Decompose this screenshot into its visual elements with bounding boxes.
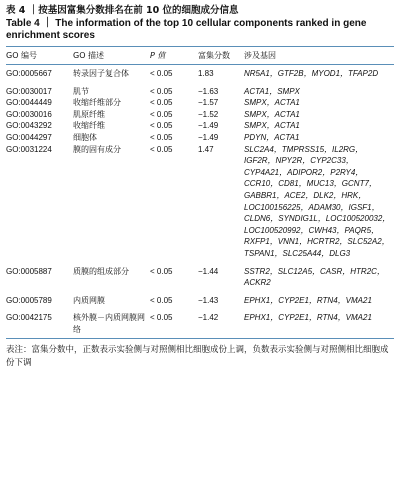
go-id: GO:0043292 bbox=[6, 121, 52, 131]
table-caption-cn: 表 4 ｜按基因富集分数排名在前 10 位的细胞成分信息 bbox=[6, 5, 239, 16]
p-value: < 0.05 bbox=[150, 144, 173, 154]
table-row bbox=[6, 65, 394, 80]
p-value: < 0.05 bbox=[150, 109, 173, 119]
header-row bbox=[6, 47, 394, 64]
go-id: GO:0005789 bbox=[6, 295, 52, 305]
p-value: < 0.05 bbox=[150, 266, 173, 276]
genes: EPHX1，CYP2E1，RTN4，VMA21 bbox=[244, 313, 372, 323]
go-id: GO:0030016 bbox=[6, 109, 52, 119]
enrichment-score: −1.49 bbox=[198, 121, 219, 131]
genes: SMPX，ACTA1 bbox=[244, 98, 300, 108]
header-go-id: GO 编号 bbox=[6, 50, 38, 60]
header-go-desc: GO 描述 bbox=[73, 50, 105, 60]
bottom-rule bbox=[6, 338, 394, 339]
go-desc: 肌节 bbox=[73, 86, 89, 96]
go-id: GO:0005887 bbox=[6, 266, 52, 276]
go-desc: 膜的固有成分 bbox=[73, 144, 121, 154]
p-value: < 0.05 bbox=[150, 86, 173, 96]
table-row bbox=[6, 260, 394, 289]
enrichment-score: −1.44 bbox=[198, 266, 219, 276]
table-note: 表注：富集分数中，正数表示实验侧与对照侧相比细胞成份上调，负数表示实验侧与对照侧相比细胞成份下调 bbox=[6, 345, 389, 369]
cellular-components-table bbox=[6, 47, 394, 338]
enrichment-score: −1.63 bbox=[198, 86, 219, 96]
enrichment-score: −1.52 bbox=[198, 109, 219, 119]
go-desc: 肌原纤维 bbox=[73, 109, 105, 119]
go-id: GO:0042175 bbox=[6, 313, 52, 323]
go-desc: 转录因子复合体 bbox=[73, 69, 129, 78]
go-desc: 核外膜－内质网膜网络 bbox=[73, 313, 145, 334]
genes: SLC2A4，TMPRSS15，IL2RG，IGF2R，NPY2R，CYP2C33，CYP4A21，ADIPOR2，P2RY4，CCR10，CD81，MUC13，GCNT7，GABBR1，ACE2，DLK2，HRK，LOC100156225，ADAM30，IGSF1，CLDN6，SYNDIG1L，LOC100520032，LOC100520992，CWH43，PAQR5，RXFP1，VNN1，HCRTR2，SLC52A2，TSPAN1，SLC25A44，DLG3 bbox=[244, 144, 391, 258]
enrichment-score: 1.83 bbox=[198, 69, 214, 78]
p-value: < 0.05 bbox=[150, 132, 173, 142]
enrichment-score: 1.47 bbox=[198, 144, 214, 154]
go-id: GO:0031224 bbox=[6, 144, 52, 154]
enrichment-score: −1.43 bbox=[198, 295, 219, 305]
table-page bbox=[6, 4, 394, 370]
go-id: GO:0030017 bbox=[6, 86, 52, 96]
table-row bbox=[6, 289, 394, 307]
table-row bbox=[6, 120, 394, 132]
genes: ACTA1，SMPX bbox=[244, 86, 300, 96]
header-p-value: P 值 bbox=[150, 50, 166, 60]
header-genes: 涉及基因 bbox=[244, 50, 276, 60]
go-id: GO:0044449 bbox=[6, 98, 52, 108]
go-id: GO:0044297 bbox=[6, 132, 52, 142]
p-value: < 0.05 bbox=[150, 121, 173, 131]
enrichment-score: −1.42 bbox=[198, 313, 219, 323]
enrichment-score: −1.49 bbox=[198, 132, 219, 142]
table-row bbox=[6, 306, 394, 338]
go-desc: 收缩纤维部分 bbox=[73, 98, 121, 108]
genes: PDYN，ACTA1 bbox=[244, 132, 300, 142]
table-row bbox=[6, 109, 394, 121]
p-value: < 0.05 bbox=[150, 295, 173, 305]
go-desc: 细胞体 bbox=[73, 132, 97, 142]
genes: SMPX，ACTA1 bbox=[244, 121, 300, 131]
p-value: < 0.05 bbox=[150, 313, 173, 323]
go-desc: 收缩纤维 bbox=[73, 121, 105, 131]
table-row bbox=[6, 97, 394, 109]
go-desc: 质膜的组成部分 bbox=[73, 266, 129, 276]
p-value: < 0.05 bbox=[150, 98, 173, 108]
header-enrichment-score: 富集分数 bbox=[198, 50, 230, 60]
table-caption-en: Table 4 ｜ The information of the top 10 cellular components ranked in gene enrichment scores bbox=[6, 18, 367, 41]
p-value: < 0.05 bbox=[150, 69, 173, 78]
table-row bbox=[6, 144, 394, 260]
genes: NR5A1，GTF2B，MYOD1，TFAP2D bbox=[244, 69, 379, 78]
genes: SMPX，ACTA1 bbox=[244, 109, 300, 119]
enrichment-score: −1.57 bbox=[198, 98, 219, 108]
table-row bbox=[6, 132, 394, 144]
go-desc: 内质网膜 bbox=[73, 295, 105, 305]
go-id: GO:0005667 bbox=[6, 69, 52, 78]
genes: EPHX1，CYP2E1，RTN4，VMA21 bbox=[244, 295, 372, 305]
table-row bbox=[6, 80, 394, 98]
genes: SSTR2，SLC12A5，CASR，HTR2C，ACKR2 bbox=[244, 266, 385, 288]
